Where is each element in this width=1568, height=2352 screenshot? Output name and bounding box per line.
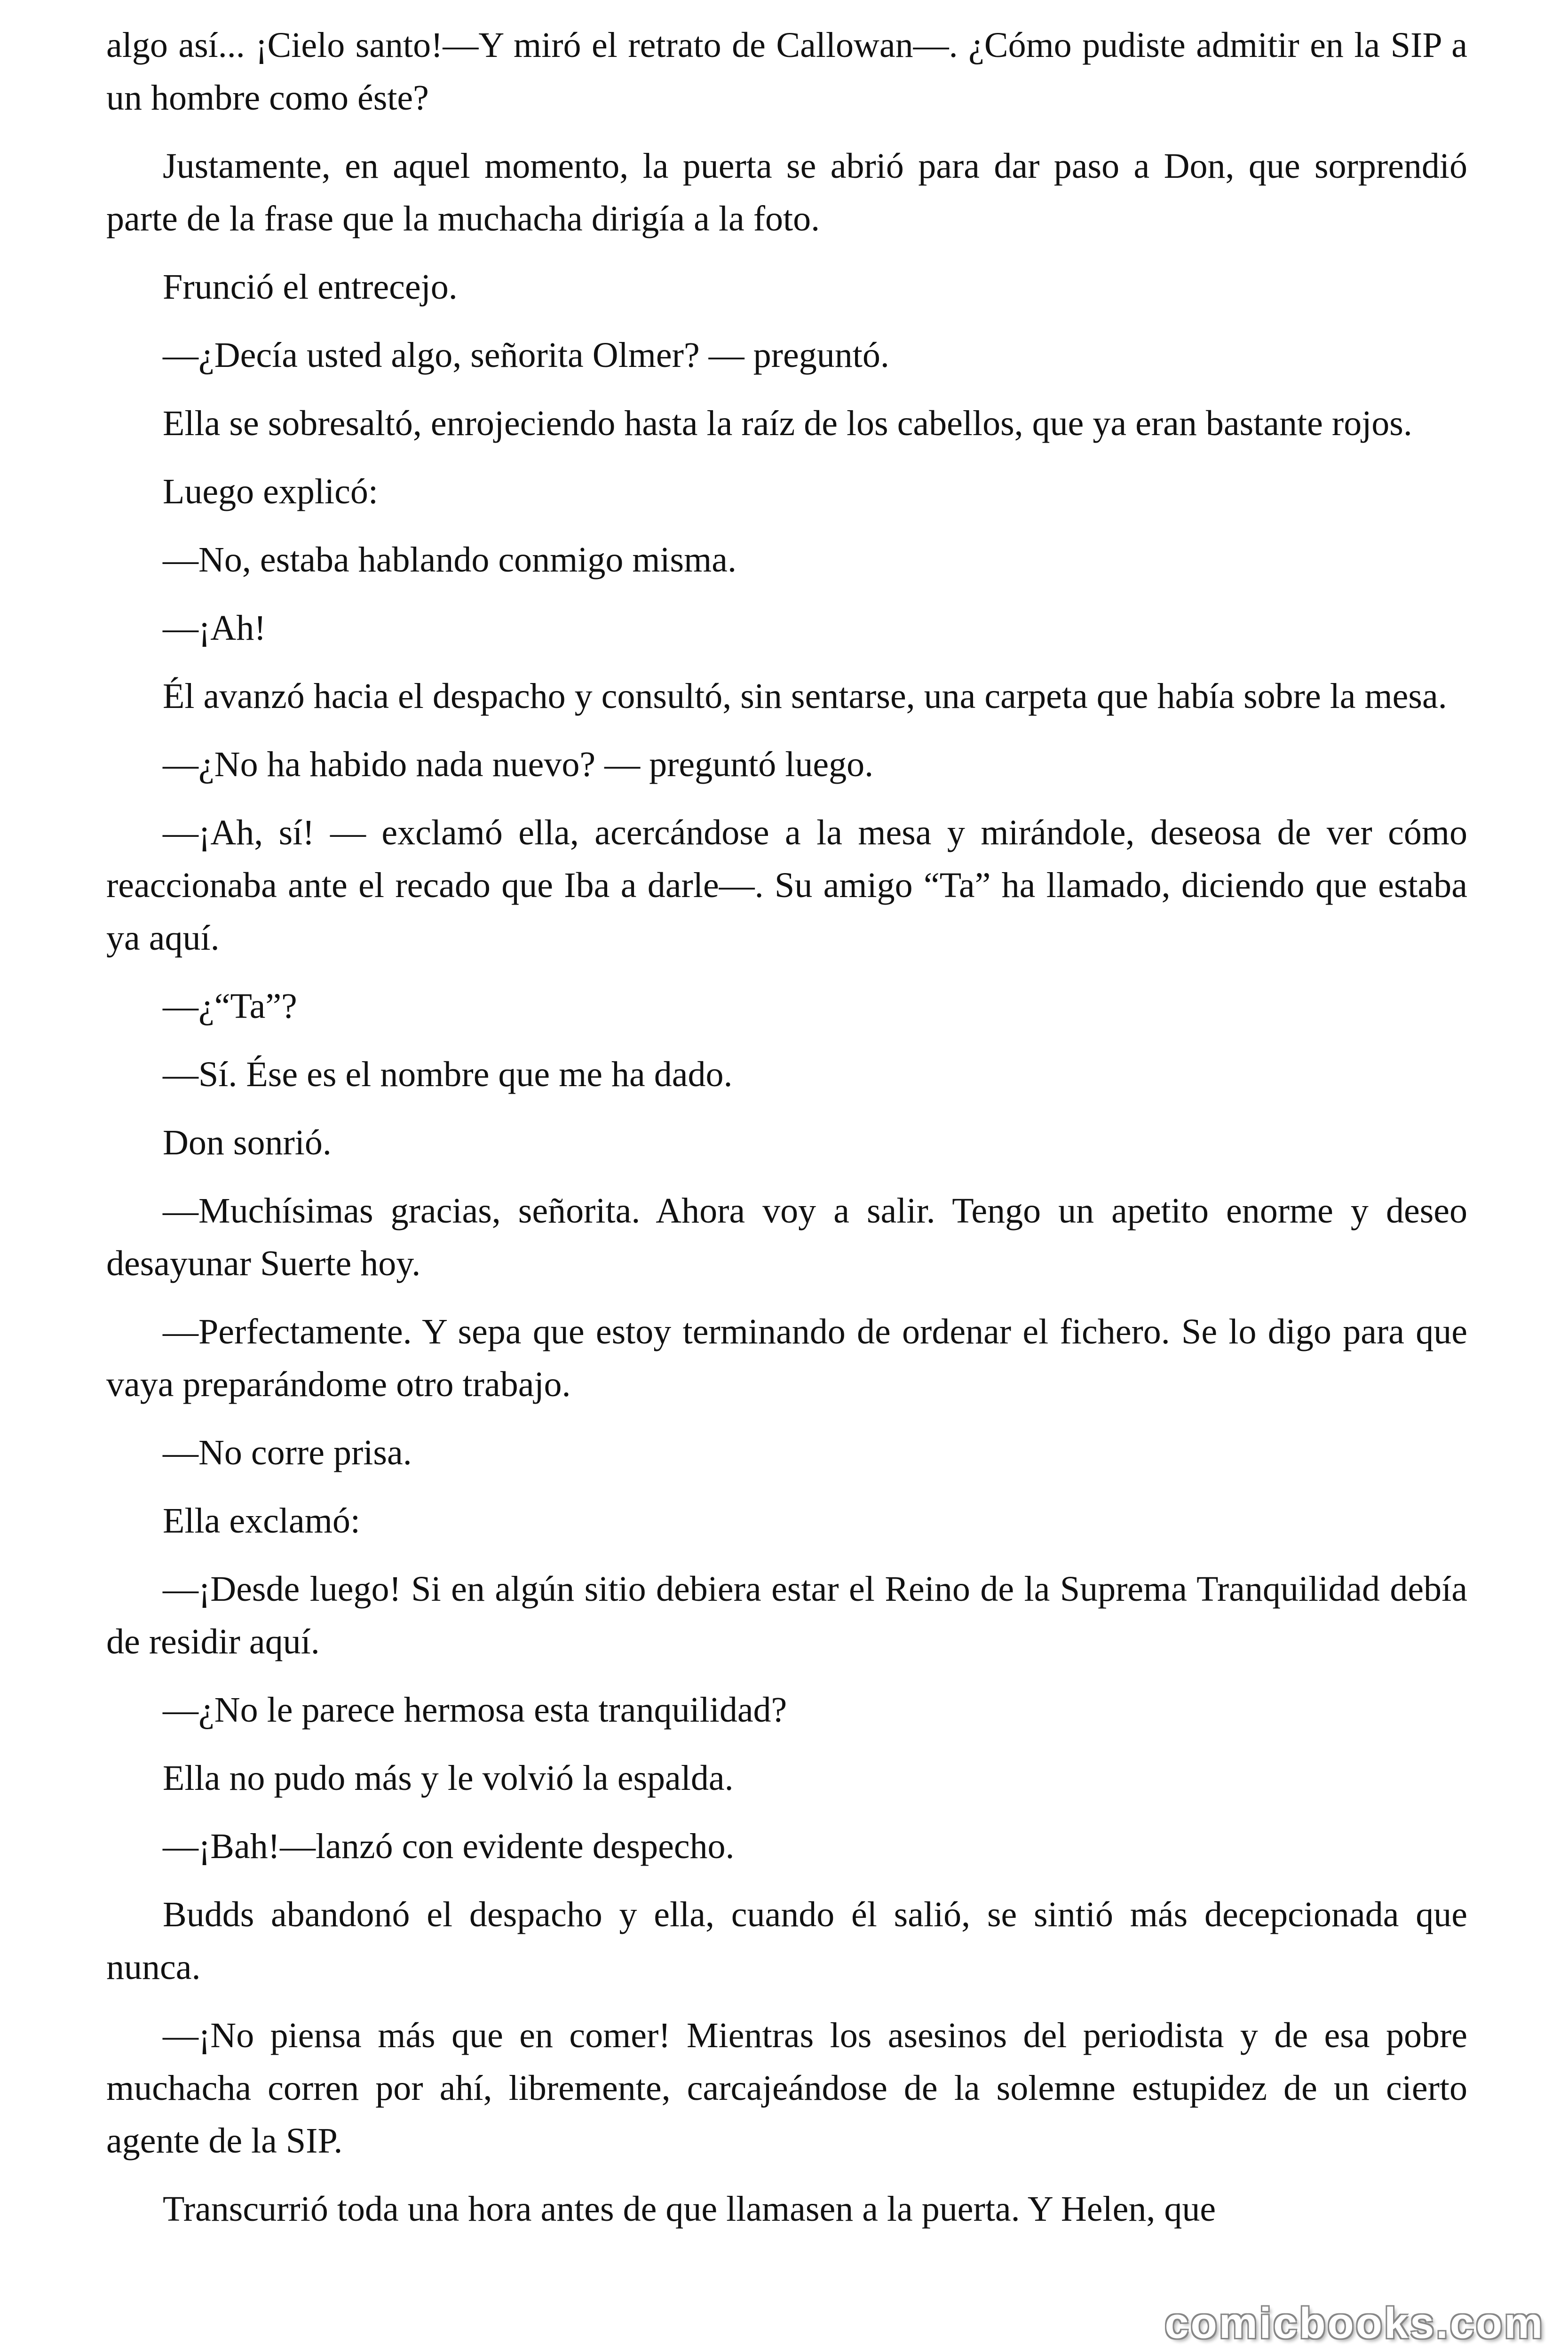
paragraph-23: Budds abandonó el despacho y ella, cuando él salió, se sintió más decepcionada que nunca. (106, 1895, 1467, 1987)
paragraph-7: —No, estaba hablando conmigo misma. (163, 540, 736, 580)
paragraph-8: —¡Ah! (163, 608, 266, 648)
paragraph-9: Él avanzó hacia el despacho y consultó, sin sentarse, una carpeta que había sobre la mesa. (163, 676, 1447, 716)
paragraph-24: —¡No piensa más que en comer! Mientras los asesinos del periodista y de esa pobre muchacha corren por ahí, libremente, carcajeándose de la solemne estupidez de un cierto agente de la SIP. (106, 2016, 1467, 2161)
paragraph-20: —¿No le parece hermosa esta tranquilidad? (163, 1690, 787, 1730)
paragraph-18: Ella exclamó: (163, 1501, 360, 1541)
paragraph-14: Don sonrió. (163, 1123, 332, 1162)
paragraph-3: Frunció el entrecejo. (163, 267, 458, 307)
paragraph-15: —Muchísimas gracias, señorita. Ahora voy a salir. Tengo un apetito enorme y deseo desayunar Suerte hoy. (106, 1191, 1467, 1283)
paragraph-12: —¿“Ta”? (163, 986, 297, 1026)
paragraph-21: Ella no pudo más y le volvió la espalda. (163, 1758, 734, 1798)
paragraph-16: —Perfectamente. Y sepa que estoy terminando de ordenar el fichero. Se lo digo para que vaya preparándome otro trabajo. (106, 1312, 1467, 1404)
paragraph-17: —No corre prisa. (163, 1433, 412, 1472)
watermark: comicbooks.com (1164, 2299, 1544, 2347)
paragraph-1: algo así... ¡Cielo santo!—Y miró el retrato de Callowan—. ¿Cómo pudiste admitir en la SIP a un hombre como éste? (106, 25, 1467, 118)
paragraph-4: —¿Decía usted algo, señorita Olmer? — preguntó. (163, 335, 889, 375)
document-body (106, 19, 1467, 2235)
paragraph-5: Ella se sobresaltó, enrojeciendo hasta la raíz de los cabellos, que ya eran bastante rojos. (163, 404, 1412, 443)
paragraph-22: —¡Bah!—lanzó con evidente despecho. (163, 1827, 735, 1866)
paragraph-19: —¡Desde luego! Si en algún sitio debiera estar el Reino de la Suprema Tranquilidad debía de residir aquí. (106, 1569, 1467, 1661)
paragraph-6: Luego explicó: (163, 472, 378, 511)
paragraph-2: Justamente, en aquel momento, la puerta se abrió para dar paso a Don, que sorprendió parte de la frase que la muchacha dirigía a la foto. (106, 146, 1467, 238)
paragraph-13: —Sí. Ése es el nombre que me ha dado. (163, 1055, 733, 1094)
paragraph-25: Transcurrió toda una hora antes de que llamasen a la puerta. Y Helen, que (163, 2189, 1216, 2229)
paragraph-10: —¿No ha habido nada nuevo? — preguntó luego. (163, 745, 874, 784)
paragraph-11: —¡Ah, sí! — exclamó ella, acercándose a la mesa y mirándole, deseosa de ver cómo reaccionaba ante el recado que Iba a darle—. Su amigo “Ta” ha llamado, diciendo que estaba ya aquí. (106, 813, 1467, 958)
